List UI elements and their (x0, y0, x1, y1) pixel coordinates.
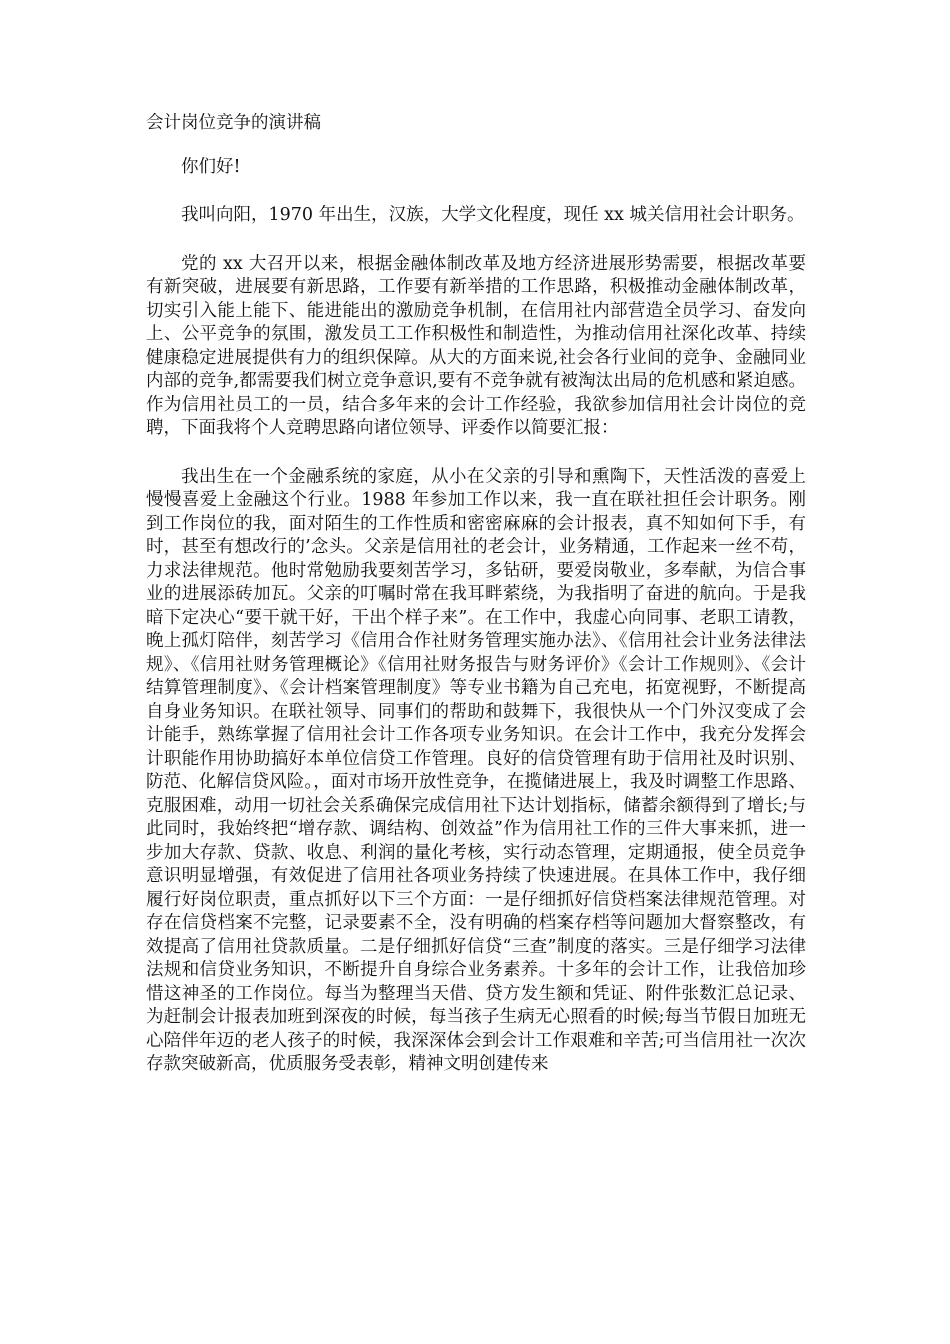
greeting-paragraph: 你们好! (181, 156, 241, 177)
background-paragraph: 党的 xx 大召开以来，根据金融体制改革及地方经济进展形势需要，根据改革要有新突破，进展要有新思路，工作要有新举措的工作思路，积极推动金融体制改革，切实引入能上能下、能进能出的激励竞争机制，在信用社内部营造全员学习、奋发向上、公平竞争的氛围，激发员工工作积极性和制造性，为推动信用社深化改革、持续健康稳定进展提供有力的组织保障。从大的方面来说,社会各行业间的竞争、金融同业内部的竞争,都需要我们树立竞争意识,要有不竞争就有被淘汰出局的危机感和紧迫感。作为信用社员工的一员，结合多年来的会计工作经验，我欲参加信用社会计岗位的竞聘，下面我将个人竞聘思路向诸位领导、评委作以简要汇报： (146, 253, 806, 438)
experience-paragraph: 我出生在一个金融系统的家庭，从小在父亲的引导和熏陶下，天性活泼的喜爱上慢慢喜爱上金融这个行业。1988 年参加工作以来，我一直在联社担任会计职务。刚到工作岗位的我，面对陌生的工作性质和密密麻麻的会计报表，真不知如何下手，有时，甚至有想改行的’念头。父亲是信用社的老会计，业务精通，工作起来一丝不苟，力求法律规范。他时常勉励我要刻苦学习，多钻研，要爱岗敬业，多奉献，为信合事业的进展添砖加瓦。父亲的叮嘱时常在我耳畔萦绕，为我指明了奋进的航向。于是我暗下定决心“要干就干好，干出个样子来”。在工作中，我虚心向同事、老职工请教，晚上孤灯陪伴，刻苦学习《信用合作社财务管理实施办法》、《信用社会计业务法律法规》、《信用社财务管理概论》《信用社财务报告与财务评价》《会计工作规则》、《会计结算管理制度》、《会计档案管理制度》等专业书籍为自己充电，拓宽视野，不断提高自身业务知识。在联社领导、同事们的帮助和鼓舞下，我很快从一个门外汉变成了会计能手，熟练掌握了信用社会计工作各项专业务知识。在会计工作中，我充分发挥会计职能作用协助搞好本单位信贷工作管理。良好的信贷管理有助于信用社及时识别、防范、化解信贷风险。，面对市场开放性竞争，在揽储进展上，我及时调整工作思路、克服困难，动用一切社会关系确保完成信用社下达计划指标，储蓄余额得到了增长;与此同时，我始终把“增存款、调结构、创效益”作为信用社工作的三件大事来抓，进一步加大存款、贷款、收息、利润的量化考核，实行动态管理，定期通报，使全员竞争意识明显增强，有效促进了信用社各项业务持续了快速进展。在具体工作中，我仔细履行好岗位职责，重点抓好以下三个方面：一是仔细抓好信贷档案法律规范管理。对存在信贷档案不完整，记录要素不全，没有明确的档案存档等问题加大督察整改，有效提高了信用社贷款质量。二是仔细抓好信贷“三查”制度的落实。三是仔细学习法律法规和信贷业务知识，不断提升自身综合业务素养。十多年的会计工作，让我倍加珍惜这神圣的工作岗位。每当为整理当天借、贷方发生额和凭证、附件张数汇总记录、为赶制会计报表加班到深夜的时候，每当孩子生病无心照看的时候;每当节假日加班无心陪伴年迈的老人孩子的时候，我深深体会到会计工作艰难和辛苦;可当信用社一次次存款突破新高，优质服务受表彰，精神文明创建传来 (146, 466, 806, 1074)
document-title: 会计岗位竞争的演讲稿 (146, 113, 321, 133)
document-body (146, 112, 806, 1102)
intro-paragraph: 我叫向阳，1970 年出生，汉族，大学文化程度，现任 xx 城关信用社会计职务。 (181, 205, 805, 225)
